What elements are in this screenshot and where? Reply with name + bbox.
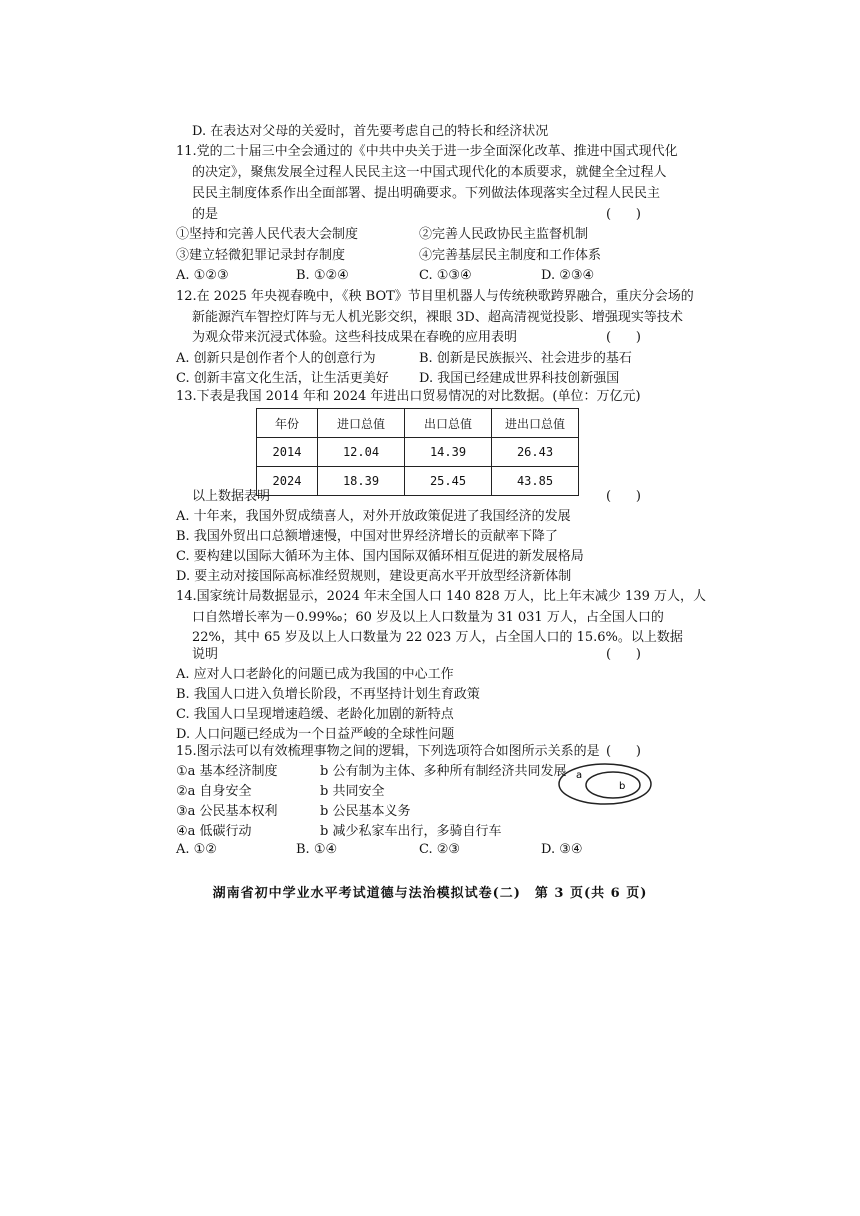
q11-line-2: 的决定》，聚焦发展全过程人民民主这一中国式现代化的本质要求，就健全全过程人 <box>192 165 667 180</box>
table-row <box>257 467 579 496</box>
q12-line-2: 新能源汽车智控灯阵与无人机光影交织，裸眼 3D、超高清视觉投影、增强现实等技术 <box>192 310 683 325</box>
q15-pair-3-a: ③a 公民基本权利 <box>176 804 278 819</box>
q11-option-d: D. ②③④ <box>541 268 595 283</box>
table-cell: 43.85 <box>492 467 579 496</box>
q12-line-1: 12.在 2025 年央视春晚中，《秧 BOT》节目里机器人与传统秧歌跨界融合，重庆分会场的 <box>176 289 694 304</box>
q15-option-b: B. ①④ <box>296 842 338 857</box>
q11-line-1: 11.党的二十届三中全会通过的《中共中央关于进一步全面深化改革、推进中国式现代化 <box>176 144 678 159</box>
table-header-cell: 出口总值 <box>405 409 492 438</box>
q11-item-3: ③建立轻微犯罪记录封存制度 <box>176 248 346 263</box>
q11-answer-bracket: ( ) <box>606 207 641 222</box>
q14-option-a: A. 应对人口老龄化的问题已成为我国的中心工作 <box>176 667 454 682</box>
q12-line-3: 为观众带来沉浸式体验。这些科技成果在春晚的应用表明 <box>192 330 518 345</box>
q15-pair-2-a: ②a 自身安全 <box>176 784 252 799</box>
q12-answer-bracket: ( ) <box>606 330 641 345</box>
q11-line-4: 的是 <box>192 207 219 222</box>
table-cell: 2024 <box>257 467 318 496</box>
q14-option-d: D. 人口问题已经成为一个日益严峻的全球性问题 <box>176 727 455 742</box>
venn-label-a: a <box>576 770 583 781</box>
q13-option-d: D. 要主动对接国际高标准经贸规则，建设更高水平开放型经济新体制 <box>176 569 572 584</box>
q15-pair-1-b: b 公有制为主体、多种所有制经济共同发展 <box>320 764 567 779</box>
q11-option-c: C. ①③④ <box>419 268 472 283</box>
table-cell: 25.45 <box>405 467 492 496</box>
q12-option-a: A. 创新只是创作者个人的创意行为 <box>176 351 376 366</box>
q12-option-d: D. 我国已经建成世界科技创新强国 <box>419 371 620 386</box>
q15-pair-2-b: b 共同安全 <box>320 784 385 799</box>
q11-item-1: ①坚持和完善人民代表大会制度 <box>176 227 359 242</box>
q13-stem: 以上数据表明 <box>192 489 271 504</box>
table-header-cell: 进口总值 <box>318 409 405 438</box>
q10-option-d: D. 在表达对父母的关爱时，首先要考虑自己的特长和经济状况 <box>192 124 549 139</box>
q11-line-3: 民民主制度体系作出全面部署、提出明确要求。下列做法体现落实全过程人民民主 <box>192 186 661 201</box>
q13-option-b: B. 我国外贸出口总额增速慢，中国对世界经济增长的贡献率下降了 <box>176 529 558 544</box>
table-cell: 18.39 <box>318 467 405 496</box>
q11-option-b: B. ①②④ <box>296 268 349 283</box>
q13-answer-bracket: ( ) <box>606 489 641 504</box>
q13-option-a: A. 十年来，我国外贸成绩喜人，对外开放政策促进了我国经济的发展 <box>176 509 571 524</box>
table-cell: 14.39 <box>405 438 492 467</box>
q15-option-a: A. ①② <box>176 842 217 857</box>
q12-option-c: C. 创新丰富文化生活，让生活更美好 <box>176 371 389 386</box>
trade-data-table <box>256 408 579 496</box>
q15-pair-1-a: ①a 基本经济制度 <box>176 764 278 779</box>
q12-option-b: B. 创新是民族振兴、社会进步的基石 <box>419 351 632 366</box>
q11-item-2: ②完善人民政协民主监督机制 <box>419 227 589 242</box>
q15-intro: 15.图示法可以有效梳理事物之间的逻辑，下列选项符合如图所示关系的是 <box>176 744 600 759</box>
q15-pair-4-b: b 减少私家车出行，多骑自行车 <box>320 824 502 839</box>
q14-line-3: 22%，其中 65 岁及以上人口数量为 22 023 万人，占全国人口的 15.6%。以上数据 <box>192 630 683 645</box>
table-cell: 2014 <box>257 438 318 467</box>
venn-label-b: b <box>619 781 626 792</box>
q14-line-2: 口自然增长率为－0.99‰；60 岁及以上人口数量为 31 031 万人，占全国人口的 <box>192 610 664 625</box>
table-cell: 26.43 <box>492 438 579 467</box>
q11-option-a: A. ①②③ <box>176 268 229 283</box>
venn-diagram <box>556 760 654 808</box>
table-header-cell: 进出口总值 <box>492 409 579 438</box>
q14-line-4: 说明 <box>192 647 219 662</box>
table-header-row <box>257 409 579 438</box>
inner-ellipse-b <box>586 772 640 798</box>
table-cell: 12.04 <box>318 438 405 467</box>
q14-option-b: B. 我国人口进入负增长阶段，不再坚持计划生育政策 <box>176 687 480 702</box>
q15-pair-4-a: ④a 低碳行动 <box>176 824 252 839</box>
table-header-cell: 年份 <box>257 409 318 438</box>
table-row <box>257 438 579 467</box>
q14-line-1: 14.国家统计局数据显示，2024 年末全国人口 140 828 万人，比上年末减少 139 万人，人 <box>176 589 706 604</box>
q14-option-c: C. 我国人口呈现增速趋缓、老龄化加剧的新特点 <box>176 707 454 722</box>
q11-item-4: ④完善基层民主制度和工作体系 <box>419 248 602 263</box>
q15-option-c: C. ②③ <box>419 842 461 857</box>
q14-answer-bracket: ( ) <box>606 647 641 662</box>
q15-option-d: D. ③④ <box>541 842 583 857</box>
q15-pair-3-b: b 公民基本义务 <box>320 804 411 819</box>
q15-answer-bracket: ( ) <box>606 744 641 759</box>
q13-option-c: C. 要构建以国际大循环为主体、国内国际双循环相互促进的新发展格局 <box>176 549 584 564</box>
q13-intro: 13.下表是我国 2014 年和 2024 年进出口贸易情况的对比数据。(单位：万亿元) <box>176 389 641 404</box>
page-footer: 湖南省初中学业水平考试道德与法治模拟试卷(二) 第 3 页(共 6 页) <box>212 886 648 901</box>
